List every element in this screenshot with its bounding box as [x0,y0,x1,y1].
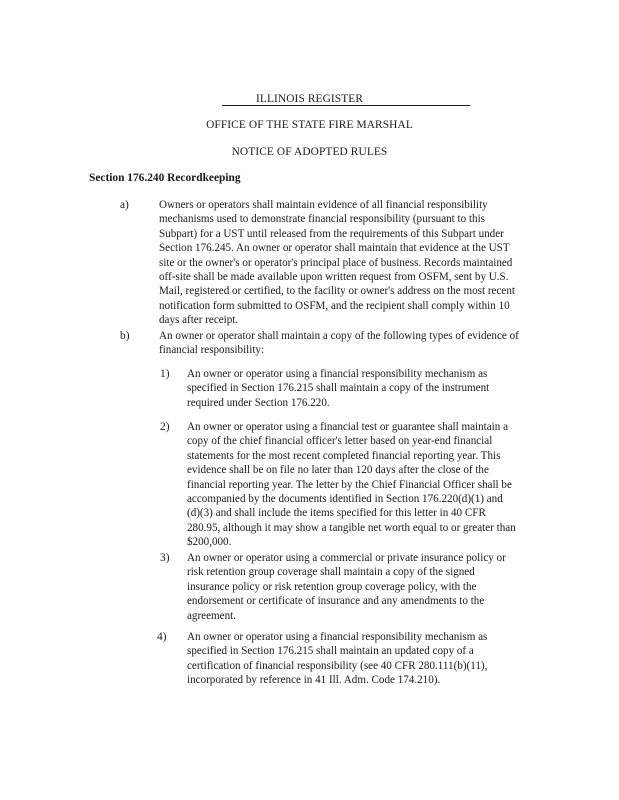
text-line: accompanied by the documents identified in Section 176.220(d)(1) and [187,493,503,506]
item-label-a: a) [120,199,129,211]
text-line: notification form submitted to OSFM, and the recipient shall comply within 10 [159,299,510,312]
text-line: An owner or operator using a financial responsibility mechanism as [187,368,488,380]
paragraph-b2 [187,420,532,550]
text-line: An owner or operator shall maintain a copy of the following types of evidence of [159,330,519,342]
text-line: insurance policy or risk retention group coverage policy, with the [187,580,477,593]
paragraph-a [159,198,529,328]
text-line: agreement. [187,609,236,622]
text-line: specified in Section 176.215 shall maintain an updated copy of a [187,645,474,658]
text-line: risk retention group coverage shall maintain a copy of the signed [187,566,475,579]
office-title: OFFICE OF THE STATE FIRE MARSHAL [206,119,413,131]
text-line: incorporated by reference in 41 Ill. Adm. Code 174.210). [187,674,441,687]
item-label-b2: 2) [160,421,170,433]
text-line: Subpart) for a UST until released from the requirements of this Subpart under [159,227,504,240]
text-line: Mail, registered or certified, to the facility or owner's address on the most recent [159,285,515,298]
register-header [0,92,619,106]
text-line: copy of the chief financial officer's letter based on year-end financial [187,435,493,448]
notice-title: NOTICE OF ADOPTED RULES [231,146,388,158]
item-label-b1: 1) [160,368,170,380]
paragraph-b1 [187,367,532,410]
text-line: Section 176.245. An owner or operator shall maintain that evidence at the UST [159,242,510,255]
text-line: 280.95, although it may show a tangible net worth equal to or greater than [187,521,516,534]
text-line: statements for the most recent completed financial reporting year. This [187,449,501,462]
section-title: Section 176.240 Recordkeeping [89,172,241,184]
text-line: Owners or operators shall maintain evidence of all financial responsibility [159,199,488,211]
text-line: financial responsibility: [159,344,265,357]
paragraph-b [159,329,529,358]
text-line: endorsement or certificate of insurance and any amendments to the [187,595,485,608]
text-line: An owner or operator using a commercial or private insurance policy or [187,552,506,564]
paragraph-b3 [187,551,532,623]
paragraph-b4 [187,630,532,688]
text-line: mechanisms used to demonstrate financial responsibility (pursuant to this [159,213,485,226]
text-line: specified in Section 176.215 shall maintain a copy of the instrument [187,382,490,395]
item-label-b: b) [120,330,130,342]
register-title: ILLINOIS REGISTER [222,93,470,106]
text-line: required under Section 176.220. [187,396,330,409]
text-line: certification of financial responsibility (see 40 CFR 280.111(b)(11), [187,659,488,672]
text-line: off-site shall be made available upon written request from OSFM, sent by U.S. [159,271,509,284]
text-line: days after receipt. [159,314,239,327]
text-line: site or the owner's or operator's principal place of business. Records maintained [159,256,513,269]
text-line: evidence shall be on file no later than 120 days after the close of the [187,464,489,477]
text-line: financial reporting year. The letter by the Chief Financial Officer shall be [187,478,512,491]
text-line: An owner or operator using a financial responsibility mechanism as [187,631,488,643]
text-line: $200,000. [187,536,232,549]
item-label-b3: 3) [160,552,170,564]
text-line: (d)(3) and shall include the items specified for this letter in 40 CFR [187,507,486,520]
item-label-b4: 4) [157,631,167,643]
text-line: An owner or operator using a financial test or guarantee shall maintain a [187,421,508,433]
